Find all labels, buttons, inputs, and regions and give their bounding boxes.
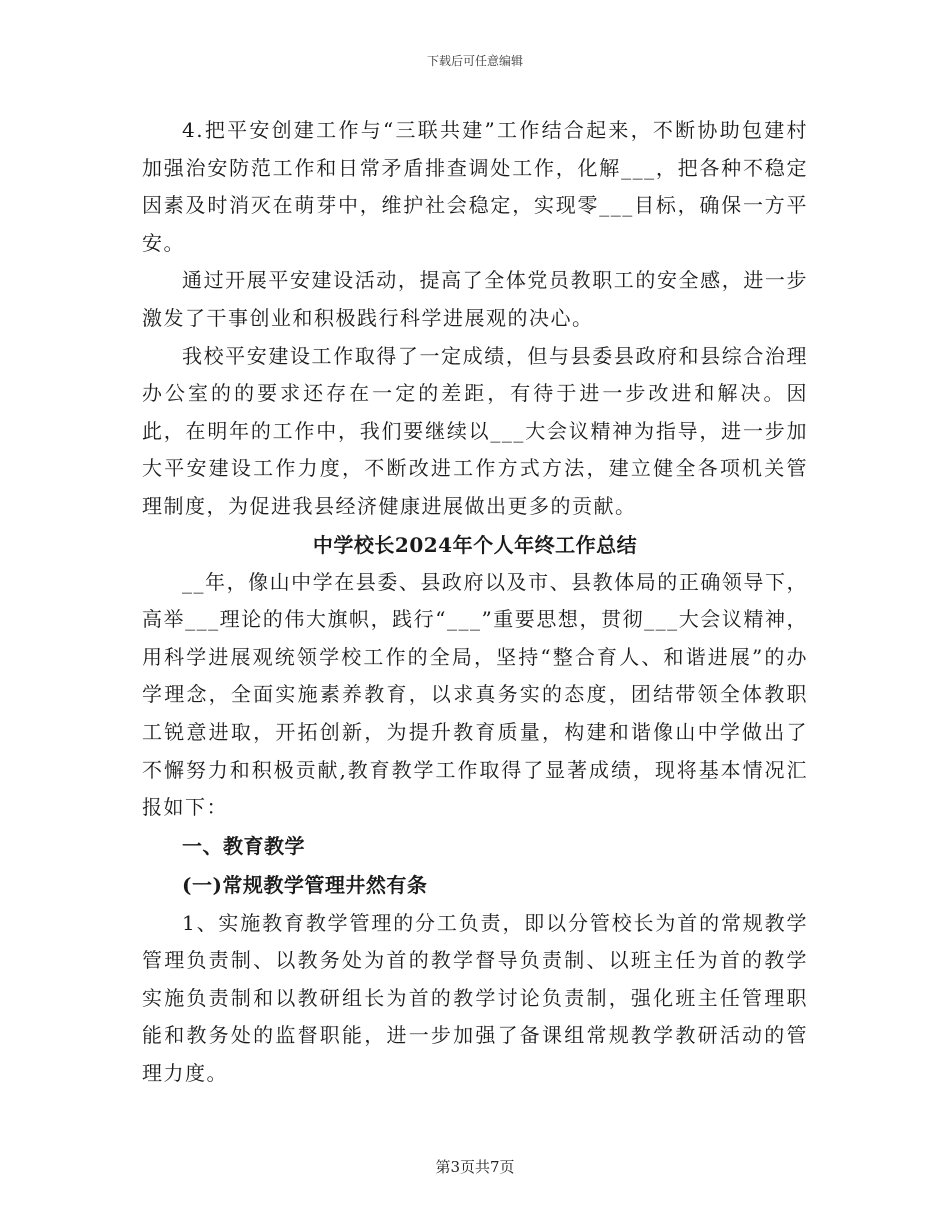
paragraph-shortcomings: 我校平安建设工作取得了一定成绩，但与县委县政府和县综合治理办公室的的要求还存在一定的差距，有待于进一步改进和解决。因此，在明年的工作中，我们要继续以___大会议精神为指导，进一步加大平安建设工作力度，不断改进工作方式方法，建立健全各项机关管理制度，为促进我县经济健康进展做出更多的贡献。 xyxy=(142,343,808,518)
subsection-heading: (一)常规教学管理井然有条 xyxy=(182,872,428,897)
section-heading: 一、教育教学 xyxy=(182,833,305,858)
paragraph-item1: 1、实施教育教学管理的分工负责，即以分管校长为首的常规教学管理负责制、以教务处为首的教学督导负责制、以班主任为首的教学实施负责制和以教研组长为首的教学讨论负责制，强化班主任管理职能和教务处的监督职能，进一步加强了备课组常规教学教研活动的管理力度。 xyxy=(142,910,808,1086)
paragraph-intro: __年，像山中学在县委、县政府以及市、县教体局的正确领导下，高举___理论的伟大旗帜，践行“___”重要思想，贯彻___大会议精神，用科学进展观统领学校工作的全局，坚持“整合育人、和谐进展”的办学理念，全面实施素养教育，以求真务实的态度，团结带领全体教职工锐意进取，开拓创新，为提升教育质量，构建和谐像山中学做出了不懈努力和积极贡献,教育教学工作取得了显著成绩，现将基本情况汇报如下： xyxy=(142,569,808,820)
page-footer: 第3页共7页 xyxy=(435,1158,515,1176)
page-header: 下载后可任意编辑 xyxy=(426,54,523,68)
paragraph-activity-result: 通过开展平安建设活动，提高了全体党员教职工的安全感，进一步激发了干事创业和积极践行科学进展观的决心。 xyxy=(142,268,808,330)
document-body xyxy=(142,112,808,1093)
document-title: 中学校长2024年个人年终工作总结 xyxy=(312,532,638,557)
paragraph-item4: 4.把平安创建工作与“三联共建”工作结合起来，不断协助包建村加强治安防范工作和日常矛盾排查调处工作，化解___，把各种不稳定因素及时消灭在萌芽中，维护社会稳定，实现零___目标，确保一方平安。 xyxy=(142,118,808,255)
